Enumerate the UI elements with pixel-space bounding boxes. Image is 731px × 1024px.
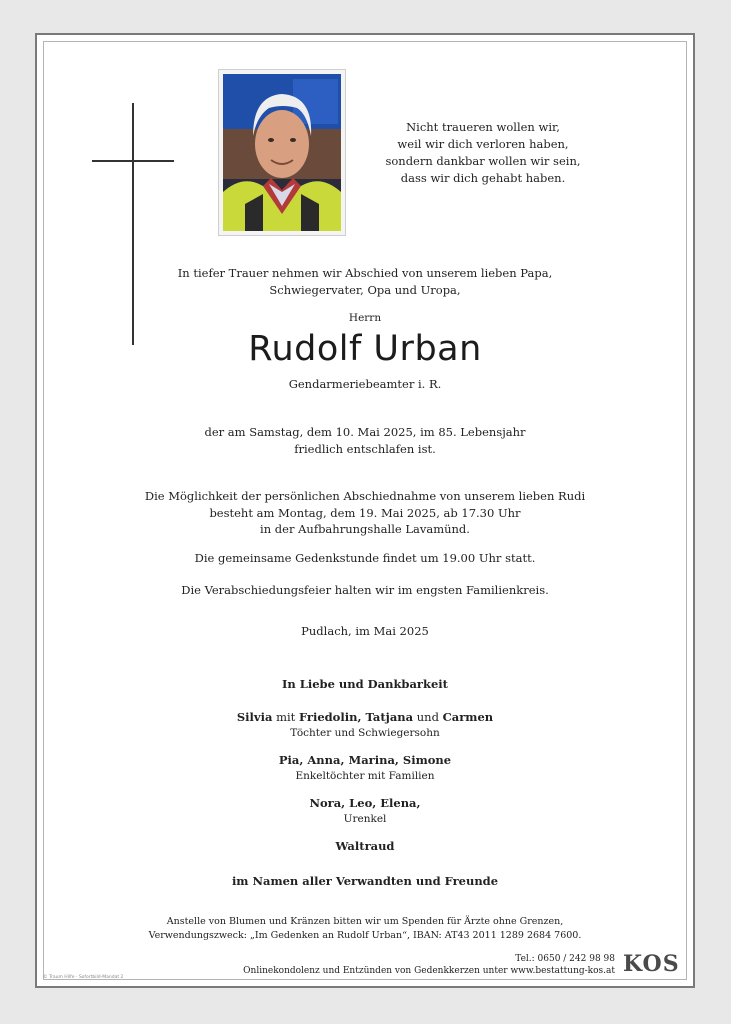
mourner-group (37, 709, 693, 741)
intro-text (37, 265, 693, 298)
obituary-sheet (35, 33, 695, 988)
mourner-relation: Töchter und Schwiegersohn (290, 726, 440, 739)
closing-line: im Namen aller Verwandten und Freunde (231, 874, 499, 888)
connector-text: mit (276, 710, 296, 724)
place-date: Pudlach, im Mai 2025 (301, 624, 429, 638)
donation-line: Anstelle von Blumen und Kränzen bitten wir um Spenden für Ärzte ohne Grenzen, (166, 916, 564, 927)
intro-line: In tiefer Trauer nehmen wir Abschied von unserem lieben Papa, (177, 266, 553, 280)
poem (383, 119, 583, 187)
connector-text: und (416, 710, 439, 724)
contact-info (243, 953, 615, 977)
deceased-name: Rudolf Urban (248, 329, 482, 369)
poem-line: dass wir dich gehabt haben. (400, 171, 566, 185)
phone-text: Tel.: 0650 / 242 98 98 (515, 954, 615, 964)
intro-line: Schwiegervater, Opa und Uropa, (269, 282, 461, 297)
mourner-group (37, 795, 693, 827)
mourner-relation: Urenkel (343, 812, 387, 825)
mourner-names: Pia, Anna, Marina, Simone (278, 753, 452, 767)
deceased-title: Gendarmeriebeamter i. R. (288, 377, 442, 391)
poem-line: Nicht traueren wollen wir, (406, 120, 560, 134)
poem-line: sondern dankbar wollen wir sein, (385, 154, 581, 168)
death-line: der am Samstag, dem 10. Mai 2025, im 85. Lebensjahr (204, 425, 526, 439)
mourner-names (37, 709, 693, 726)
donation-notice (37, 915, 693, 943)
mourner-name: Carmen (442, 710, 494, 724)
portrait-frame (218, 69, 346, 236)
gedenkstunde-notice: Die gemeinsame Gedenkstunde findet um 19.00 Uhr statt. (194, 551, 536, 565)
death-line: friedlich entschlafen ist. (294, 441, 436, 456)
mourner-relation: Enkeltöchter mit Familien (295, 769, 435, 782)
donation-line: Verwendungszweck: „Im Gedenken an Rudolf Urban“, IBAN: AT43 2011 1289 2684 7600. (148, 930, 582, 941)
farewell-line: Die Möglichkeit der persönlichen Abschiednahme von unserem lieben Rudi (144, 489, 586, 503)
mourner-name: Friedolin, Tatjana (298, 710, 414, 724)
mourner-names: Waltraud (335, 839, 395, 853)
farewell-line: besteht am Montag, dem 19. Mai 2025, ab 17.30 Uhr (209, 505, 521, 520)
cross-icon-horizontal (92, 160, 174, 162)
mourner-name: Silvia (236, 710, 273, 724)
mourner-names: Nora, Leo, Elena, (309, 796, 421, 810)
salutation: Herrn (348, 312, 382, 324)
farewell-notice (37, 488, 693, 538)
cross-icon-vertical (132, 103, 134, 345)
footnote: © Traum Hilfe · Sofortbild-Mandat 2 (43, 975, 124, 980)
verabschiedung-notice: Die Verabschiedungsfeier halten wir im engsten Familienkreis. (181, 583, 549, 597)
online-condolence-text: Onlinekondolenz und Entzünden von Gedenkkerzen unter www.bestattung-kos.at (243, 966, 615, 976)
farewell-line: in der Aufbahrungshalle Lavamünd. (260, 522, 470, 536)
kos-logo: KOS (623, 951, 680, 977)
gratitude-heading: In Liebe und Dankbarkeit (282, 677, 448, 691)
mourner-group (37, 752, 693, 784)
death-notice (37, 424, 693, 457)
portrait-photo (223, 74, 341, 231)
poem-line: weil wir dich verloren haben, (397, 137, 569, 151)
